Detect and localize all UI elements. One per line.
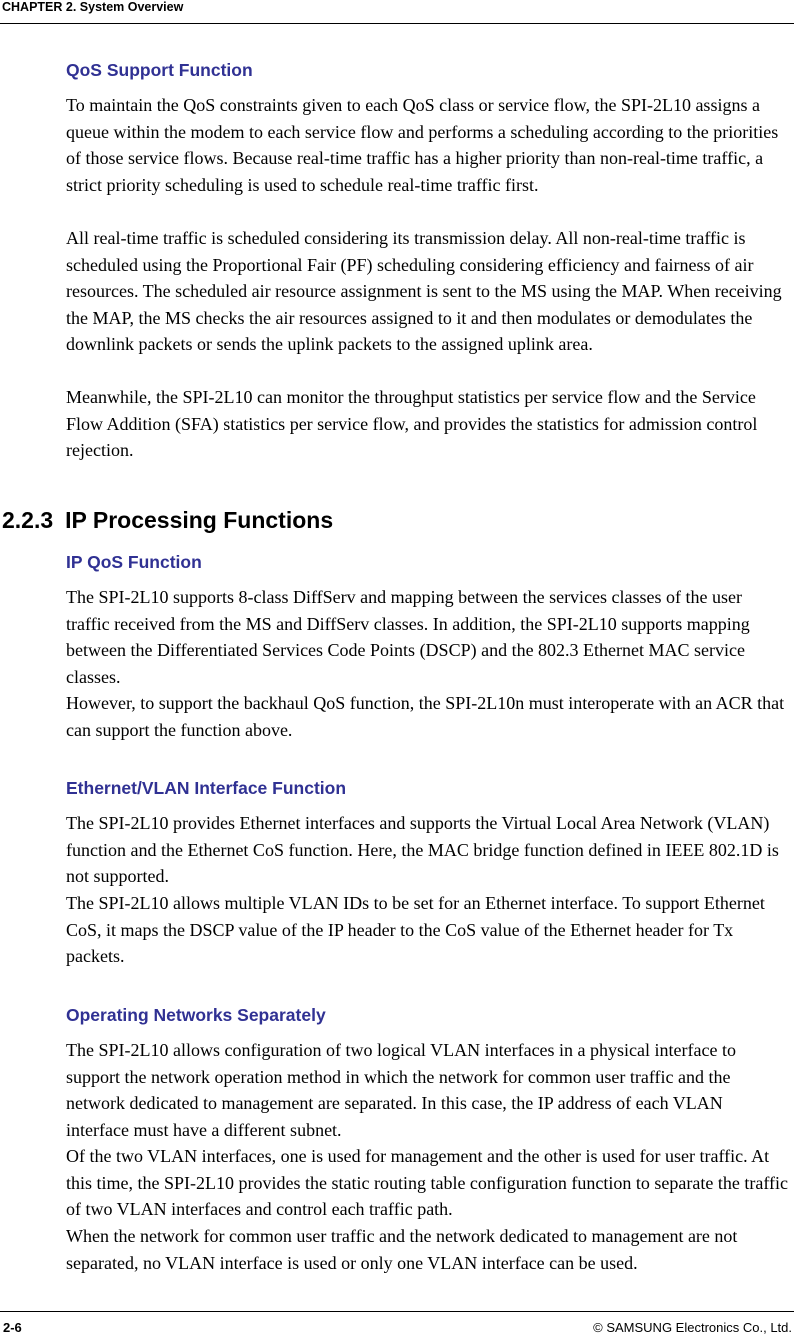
ip-qos-heading: IP QoS Function — [66, 552, 202, 572]
operating-networks-heading: Operating Networks Separately — [66, 1005, 326, 1025]
ethernet-vlan-paragraph-2: The SPI-2L10 allows multiple VLAN IDs to be set for an Ethernet interface. To support Ethernet CoS, it maps the DSCP value of the IP header to the CoS value of the Ethernet header for Tx packets. — [66, 893, 765, 966]
ip-qos-paragraph-2: However, to support the backhaul QoS function, the SPI-2L10n must interoperate with an ACR that can support the function above. — [66, 693, 785, 740]
running-header — [0, 0, 794, 24]
ethernet-vlan-paragraph-1: The SPI-2L10 provides Ethernet interfaces and supports the Virtual Local Area Network (VLAN) function and the Ethernet CoS function. Here, the MAC bridge function defined in IEEE 802.1D is not supported. — [66, 813, 779, 886]
ip-qos-paragraph-1: The SPI-2L10 supports 8-class DiffServ and mapping between the services classes of the user traffic received from the MS and DiffServ classes. In addition, the SPI-2L10 supports mapping between the Differentiated Services Code Points (DSCP) and the 802.3 Ethernet MAC service classes. — [66, 587, 750, 687]
operating-networks-paragraph-1: The SPI-2L10 allows configuration of two logical VLAN interfaces in a physical interface to support the network operation method in which the network for common user traffic and the network dedicated to management are separated. In this case, the IP address of each VLAN interface must have a different subnet. — [66, 1040, 736, 1140]
copyright-notice: © SAMSUNG Electronics Co., Ltd. — [593, 1320, 792, 1335]
chapter-title: CHAPTER 2. System Overview — [2, 0, 184, 14]
section-title: IP Processing Functions — [65, 507, 334, 533]
operating-networks-paragraph-2: Of the two VLAN interfaces, one is used for management and the other is used for user traffic. At this time, the SPI-2L10 provides the static routing table configuration function to separate the traffic of two VLAN interfaces and control each traffic path. — [66, 1146, 788, 1219]
section-number: 2.2.3 — [2, 507, 54, 533]
qos-support-paragraph-3: Meanwhile, the SPI-2L10 can monitor the throughput statistics per service flow and the Service Flow Addition (SFA) statistics per service flow, and provides the statistics for admission control rejection. — [66, 387, 758, 460]
qos-support-heading: QoS Support Function — [66, 60, 253, 80]
operating-networks-paragraph-3: When the network for common user traffic and the network dedicated to management are not separated, no VLAN interface is used or only one VLAN interface can be used. — [66, 1226, 738, 1273]
page-number: 2-6 — [3, 1320, 22, 1335]
qos-support-paragraph-2: All real-time traffic is scheduled considering its transmission delay. All non-real-time traffic is scheduled using the Proportional Fair (PF) scheduling considering efficiency and fairness of air resources. The scheduled air resource assignment is sent to the MS using the MAP. When receiving the MAP, the MS checks the air resources assigned to it and then modulates or demodulates the downlink packets or sends the uplink packets to the assigned uplink area. — [66, 228, 782, 354]
running-footer — [0, 1311, 794, 1337]
ethernet-vlan-heading: Ethernet/VLAN Interface Function — [66, 778, 347, 798]
section-heading — [2, 507, 333, 534]
qos-support-paragraph-1: To maintain the QoS constraints given to each QoS class or service flow, the SPI-2L10 assigns a queue within the modem to each service flow and performs a scheduling according to the priorities of those service flows. Because real-time traffic has a higher priority than non-real-time traffic, a strict priority scheduling is used to schedule real-time traffic first. — [66, 95, 779, 195]
